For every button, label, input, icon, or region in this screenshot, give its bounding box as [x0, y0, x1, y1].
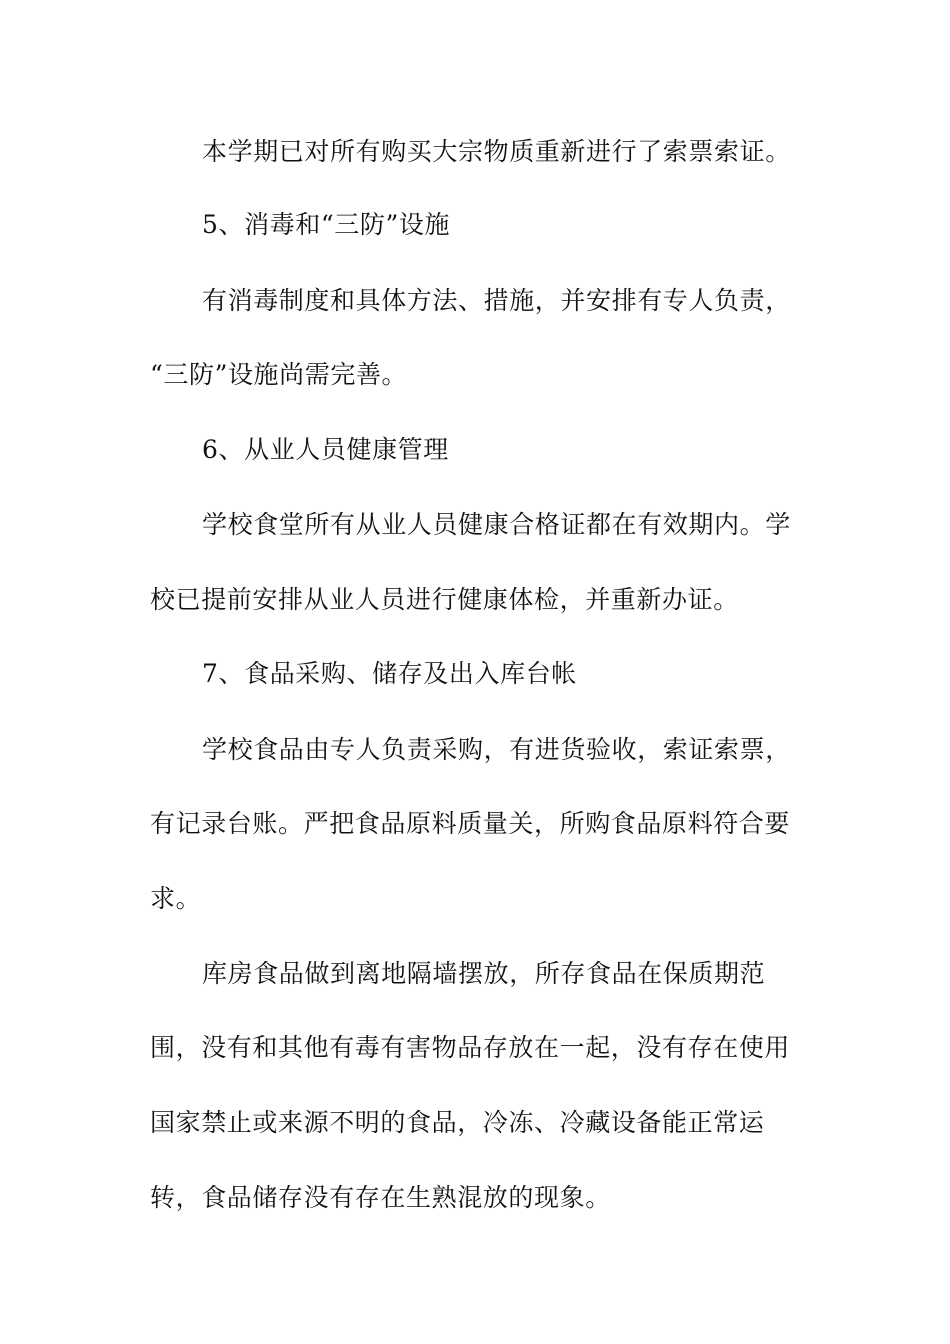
paragraph-line: 学校食堂所有从业人员健康合格证都在有效期内。学	[202, 510, 791, 539]
paragraph-line: 有消毒制度和具体方法、措施，并安排有专人负责，	[202, 286, 791, 315]
paragraph-line: “三防”设施尚需完善。	[150, 360, 408, 389]
paragraph-line: 转，食品储存没有存在生熟混放的现象。	[150, 1183, 611, 1212]
paragraph-line: 本学期已对所有购买大宗物质重新进行了索票索证。	[202, 137, 791, 166]
section-heading-procurement: 7、食品采购、储存及出入库台帐	[202, 659, 577, 688]
paragraph-line: 有记录台账。严把食品原料质量关，所购食品原料符合要	[150, 809, 791, 838]
section-heading-health: 6、从业人员健康管理	[202, 435, 449, 464]
paragraph-line: 库房食品做到离地隔墙摆放，所存食品在保质期范	[202, 959, 766, 988]
paragraph-line: 校已提前安排从业人员进行健康体检，并重新办证。	[150, 585, 739, 614]
paragraph-line: 国家禁止或来源不明的食品，冷冻、冷藏设备能正常运	[150, 1108, 765, 1137]
section-heading-disinfection: 5、消毒和“三防”设施	[202, 210, 451, 239]
paragraph-line: 求。	[150, 884, 202, 913]
paragraph-line: 学校食品由专人负责采购，有进货验收，索证索票，	[202, 735, 791, 764]
paragraph-line: 围，没有和其他有毒有害物品存放在一起，没有存在使用	[150, 1033, 791, 1062]
